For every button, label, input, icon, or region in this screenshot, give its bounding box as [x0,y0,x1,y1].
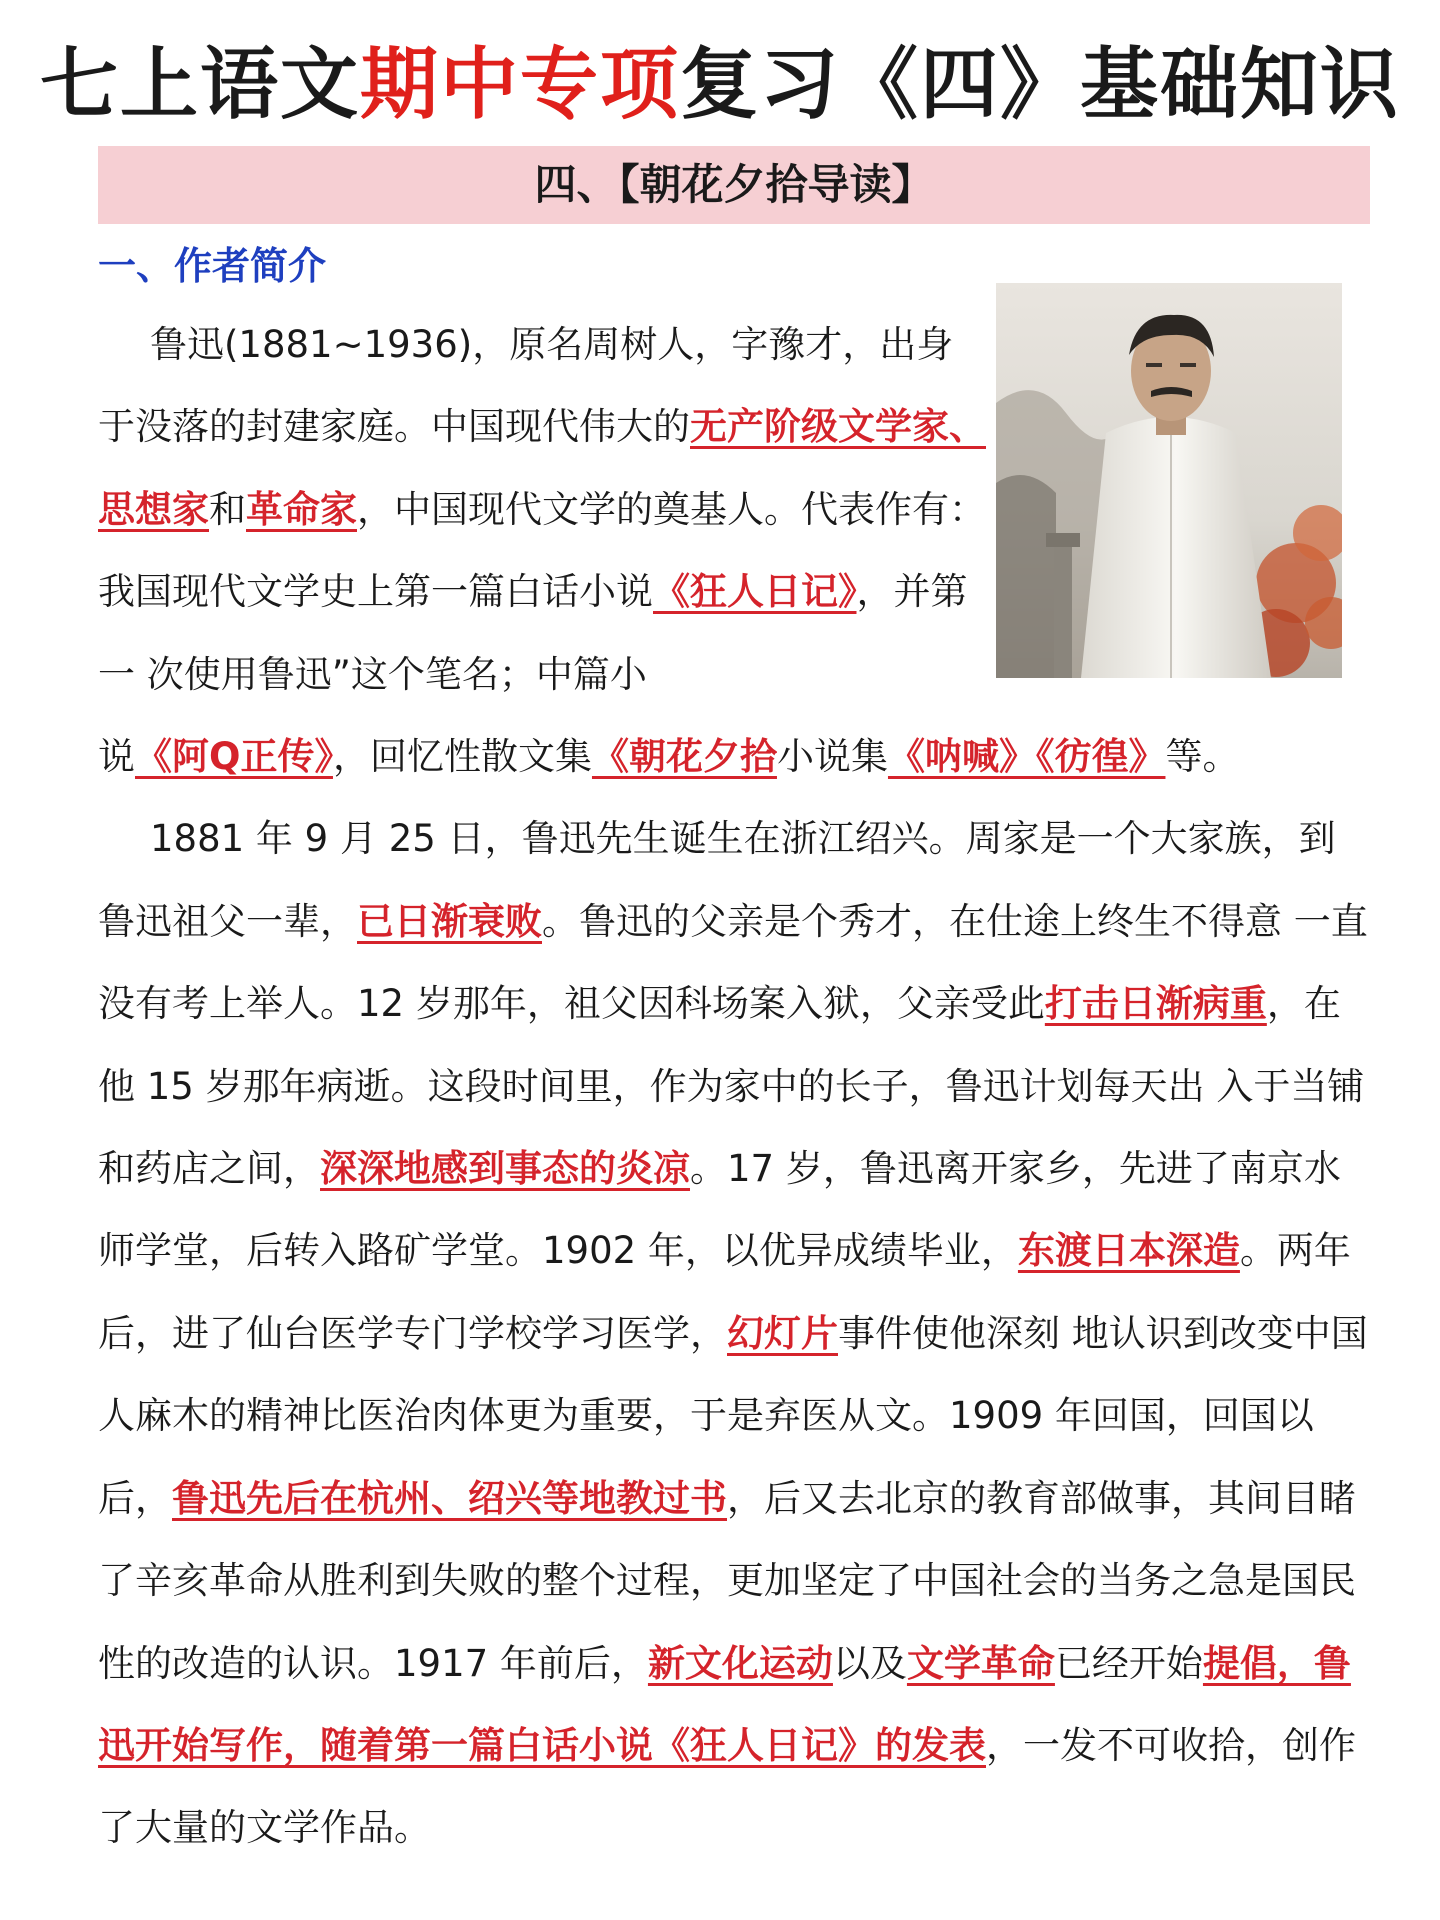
p1-text-2: 和 [209,487,246,531]
section-band: 四、【朝花夕拾导读】 [98,146,1370,224]
p2-text-7: ，后又去北京的教育部做事，其间目睹了辛亥革命从胜利到失败的整个过程，更加坚定了中国社会的当务之急是国民性的改造的认识。1917 年前后， [98,1476,1356,1685]
p2-highlight-1: 已日渐衰败 [357,899,542,943]
paragraph-2 [98,798,1370,1869]
p2-highlight-2: 打击日渐病重 [1044,982,1267,1026]
p1-highlight-2: 革命家 [246,487,357,531]
p1-text-7: 小说集 [776,735,888,779]
p1-text-6: ，回忆性散文集 [332,735,592,779]
p2-highlight-8: 文学革命 [906,1641,1055,1685]
p1-text-1: 鲁迅(1881~1936)，原名周树人，字豫才，出身于没落的封建家庭。中国现代伟大的 [98,323,954,449]
p1-highlight-6: 《呐喊》《彷徨》 [887,735,1166,779]
p2-text-5: 。两年后，进了仙台医学专门学校学习医学， [98,1229,1351,1355]
page-title [0,30,1440,140]
section-heading: 一、作者简介 [98,244,327,288]
p1-text-5: 说 [98,735,135,779]
p2-text-1: 1881 年 9 月 25 日，鲁迅先生诞生在浙江绍兴。周家是一个大家族，到 鲁迅祖父一辈， [98,817,1336,943]
p2-text-6: 事件使他深刻 地认识到改变中国人麻木的精神比医治肉体更为重要，于是弃医从文。1909 年回国，回国以后， [98,1311,1368,1520]
p1-text-3: ，中国现代文学的奠基人。代表作有：我国现代文学史上第一篇白话小说 [98,487,986,614]
p1-highlight-4: 《阿Q正传》 [135,735,333,779]
p2-highlight-6: 鲁迅先后在杭州、绍兴等地教过书 [172,1476,727,1520]
p2-highlight-9: 提倡，鲁迅开始写作，随着第一篇白话小说《狂人日记》的发表 [98,1641,1351,1767]
p2-text-10: ，一发不可收拾，创作了大量的文学作品。 [98,1723,1356,1850]
p1-text-4: ，并第一 次使用鲁迅”这个笔名；中篇小 [98,570,968,696]
title-part-1: 七上语文 [39,40,360,130]
p2-highlight-4: 东渡日本深造 [1017,1229,1240,1273]
paragraph-1-last-line [98,716,1370,798]
p1-highlight-1: 无产阶级文学家、思想家 [98,405,986,531]
p2-highlight-3: 深深地感到事态的炎凉 [320,1147,690,1191]
p1-highlight-3: 《狂人日记》 [653,570,857,614]
p2-text-4: 。17 岁，鲁迅离开家乡，先进了南京水师学堂，后转入路矿学堂。1902 年，以优异成绩毕业， [98,1147,1341,1273]
paragraph-1-wrap [98,304,990,716]
p2-highlight-5: 幻灯片 [727,1311,838,1355]
p2-text-8: 以及 [832,1641,907,1685]
title-part-3: 复习《四》基础知识 [680,40,1401,130]
title-part-2-highlight: 期中专项 [359,40,680,130]
p2-text-9: 已经开始 [1054,1641,1203,1685]
paragraph-1 [98,304,990,716]
p1-highlight-5: 《朝花夕拾 [591,735,777,779]
p2-text-2: 。鲁迅的父亲是个秀才，在仕途上终生不得意 一直没有考上举人。12 岁那年，祖父因科场案入狱，父亲受此 [98,899,1368,1026]
p2-text-3: ，在他 15 岁那年病逝。这段时间里，作为家中的长子，鲁迅计划每天出 入于当铺和药店之间， [98,982,1365,1191]
p2-highlight-7: 新文化运动 [647,1641,833,1685]
p1-text-8: 等。 [1165,735,1240,779]
body-text [98,304,1370,1870]
